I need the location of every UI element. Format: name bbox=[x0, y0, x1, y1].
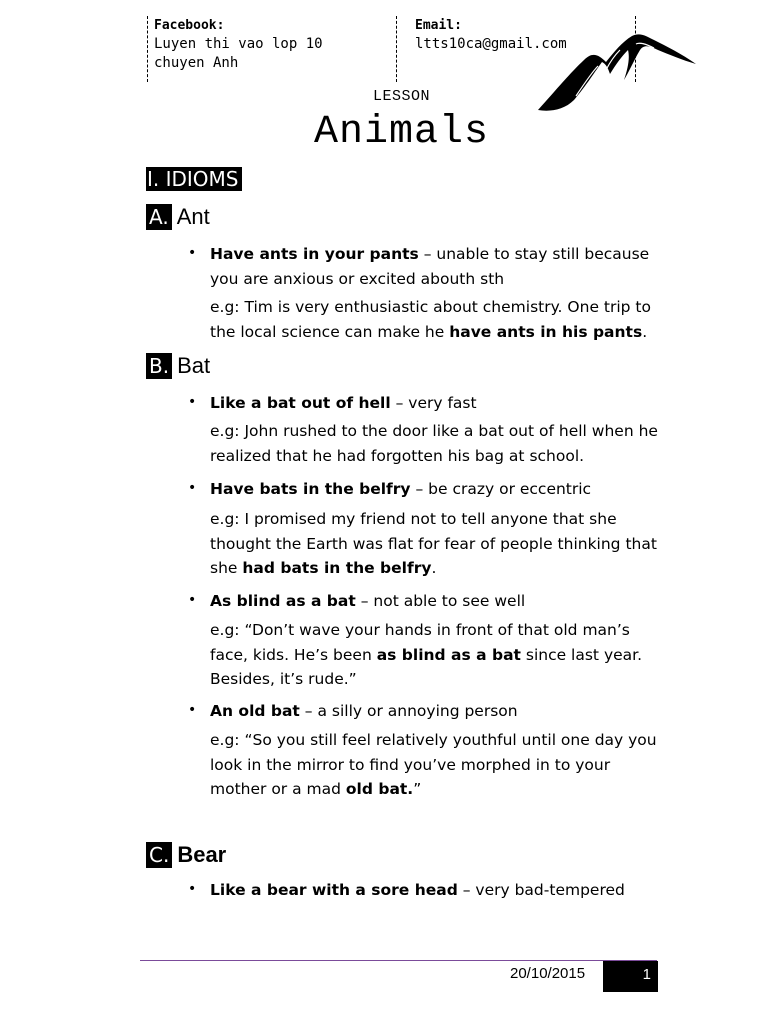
bullet: • bbox=[188, 394, 197, 410]
section-idioms-label: I. IDIOMS bbox=[146, 167, 242, 191]
subsection-bat-name: Bat bbox=[177, 353, 211, 378]
example-text: e.g: I promised my friend not to tell anyone that she thought the Earth was flat for fear of people thinking that she bbox=[210, 510, 657, 577]
example-end: . bbox=[642, 322, 648, 341]
example-end: ” bbox=[413, 780, 422, 798]
facebook-line-1: Luyen thi vao lop 10 bbox=[154, 36, 323, 52]
subsection-bat-heading bbox=[146, 353, 210, 379]
subsection-ant-name: Ant bbox=[176, 204, 210, 229]
example-text: e.g: Tim is very enthusiastic about chemistry. One trip to the local science can make he bbox=[210, 298, 651, 341]
footer-rule bbox=[140, 960, 657, 961]
email-value: ltts10ca@gmail.com bbox=[415, 36, 567, 52]
subsection-bear-number: C. bbox=[146, 842, 172, 868]
idiom-meaning: – not able to see well bbox=[355, 592, 526, 610]
idiom-phrase: Like a bear with a sore head bbox=[210, 881, 458, 899]
section-idioms-heading bbox=[146, 166, 242, 192]
page-number: 1 bbox=[603, 961, 658, 992]
idiom-item-bat-1 bbox=[188, 391, 658, 416]
bullet: • bbox=[188, 881, 197, 897]
subsection-ant-heading bbox=[146, 204, 210, 230]
idiom-meaning: – unable to stay still because you are anxious or excited abouth sth bbox=[210, 245, 650, 288]
idiom-phrase: As blind as a bat bbox=[210, 592, 356, 610]
idiom-item-bat-4 bbox=[188, 699, 658, 724]
idiom-example-bat-3 bbox=[210, 618, 670, 692]
idiom-meaning: – be crazy or eccentric bbox=[410, 480, 592, 498]
idiom-phrase: Like a bat out of hell bbox=[210, 394, 391, 412]
idiom-item-bat-3 bbox=[188, 589, 658, 614]
page-title: Animals bbox=[313, 110, 490, 155]
example-bold: old bat. bbox=[345, 780, 414, 798]
example-end: . bbox=[431, 559, 437, 577]
example-text: e.g: John rushed to the door like a bat out of hell when he realized that he had forgotten his bag at school. bbox=[210, 422, 658, 465]
bullet: • bbox=[188, 245, 197, 261]
idiom-phrase: Have ants in your pants bbox=[210, 245, 419, 263]
idiom-example-bat-2 bbox=[210, 507, 670, 581]
idiom-item-bat-2 bbox=[188, 477, 658, 502]
lesson-kicker: LESSON bbox=[372, 88, 430, 105]
subsection-bat-number: B. bbox=[146, 353, 172, 379]
facebook-line-2: chuyen Anh bbox=[154, 55, 239, 71]
facebook-label: Facebook: bbox=[154, 18, 225, 33]
bullet: • bbox=[188, 592, 197, 608]
example-end: since last year. Besides, it’s rude.” bbox=[210, 645, 643, 688]
idiom-phrase: An old bat bbox=[210, 702, 300, 720]
footer-date: 20/10/2015 bbox=[510, 965, 586, 982]
idiom-phrase: Have bats in the belfry bbox=[210, 480, 411, 498]
example-text: e.g: “Don’t wave your hands in front of that old man’s face, kids. He’s been bbox=[210, 621, 630, 664]
example-text: e.g: “So you still feel relatively youthful until one day you look in the mirror to find you’ve morphed in to your mother or a mad bbox=[210, 731, 657, 798]
idiom-item-ant-1 bbox=[188, 242, 658, 291]
example-bold: had bats in the belfry bbox=[242, 559, 432, 577]
idiom-example-ant-1 bbox=[210, 295, 670, 344]
idiom-meaning: – a silly or annoying person bbox=[299, 702, 518, 720]
subsection-bear-name: Bear bbox=[177, 842, 227, 867]
idiom-item-bear-1 bbox=[188, 878, 658, 903]
idiom-example-bat-4 bbox=[210, 728, 670, 802]
facebook-box bbox=[147, 16, 397, 82]
idiom-meaning: – very fast bbox=[390, 394, 477, 412]
email-label: Email: bbox=[415, 18, 462, 33]
bullet: • bbox=[188, 702, 197, 718]
subsection-ant-number: A. bbox=[146, 204, 172, 230]
idiom-meaning: – very bad-tempered bbox=[457, 881, 625, 899]
idiom-example-bat-1 bbox=[210, 419, 670, 468]
subsection-bear-heading bbox=[146, 842, 226, 868]
bullet: • bbox=[188, 480, 197, 496]
example-bold: have ants in his pants bbox=[449, 322, 643, 341]
example-bold: as blind as a bat bbox=[376, 645, 521, 664]
